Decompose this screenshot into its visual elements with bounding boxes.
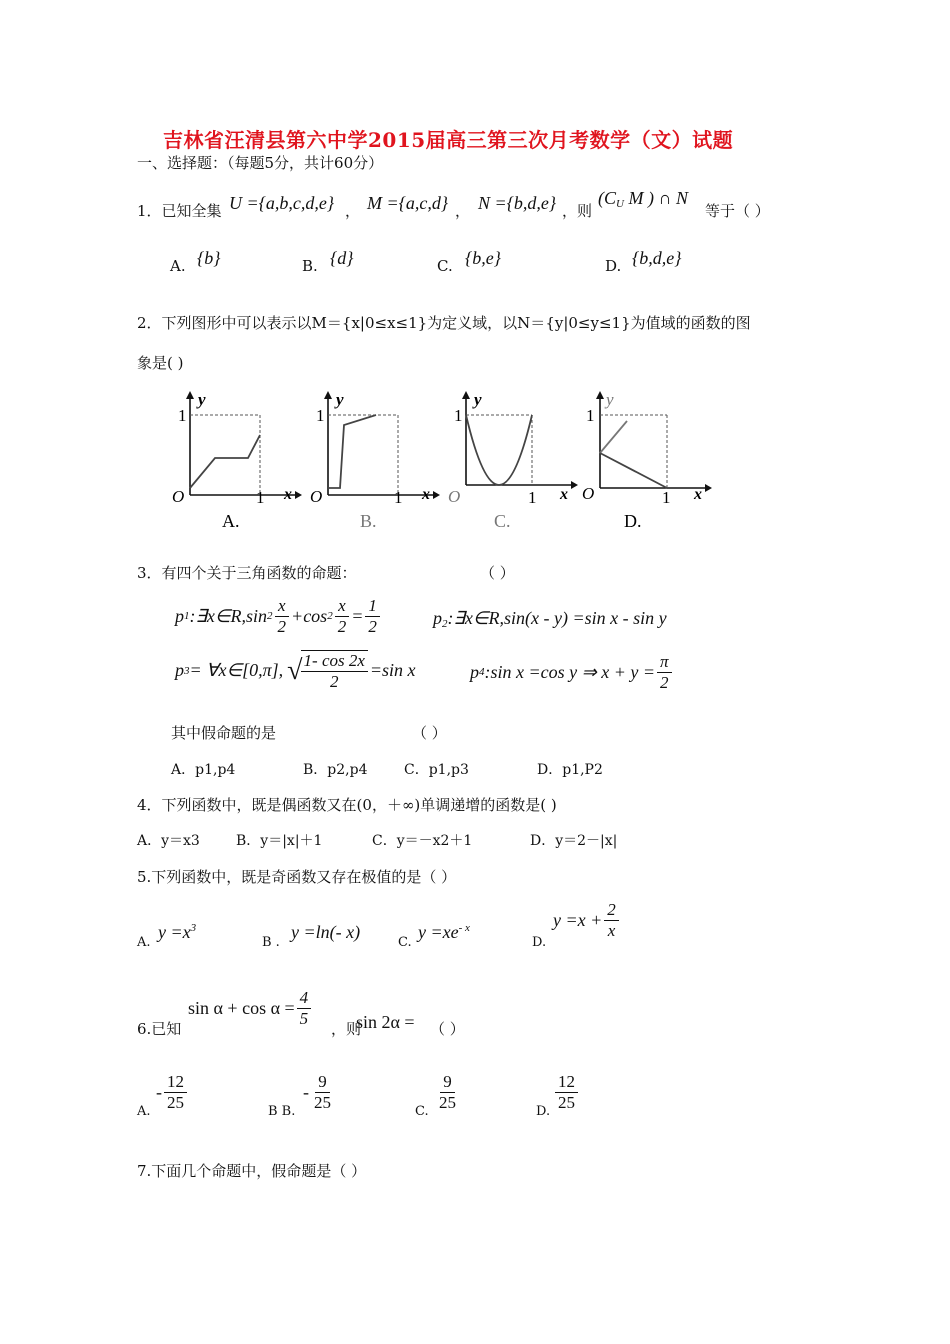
q3-paren: （ ） bbox=[480, 564, 515, 582]
q1-option-c-label: C. bbox=[437, 257, 453, 275]
q1-expression: ($C_U$ M ) ∩ N bbox=[598, 188, 688, 210]
q6-prefix: 6.已知 bbox=[137, 1020, 182, 1038]
q1-option-b: {d} bbox=[330, 248, 354, 268]
page-title: 吉林省汪清县第六中学2015届高三第三次月考数学（文）试题 bbox=[163, 128, 734, 152]
svg-text:1: 1 bbox=[394, 488, 403, 507]
q6-given: sin α + cos α = $\frac{4}{5}$ bbox=[188, 988, 313, 1028]
svg-text:x: x bbox=[422, 486, 430, 503]
q3-proposition-p2: $p_2:\exists x\in R,\sin(x - y) =\sin$ x - sin y bbox=[433, 608, 667, 630]
q5-stem: 5.下列函数中，既是奇函数又存在极值的是（ ） bbox=[137, 868, 457, 886]
q3-proposition-p4: p 4 :sin x =cos y ⇒ x + y = $\frac{\pi}{2}$ bbox=[470, 652, 674, 692]
q6-option-d: $\frac{12}{25}$ bbox=[553, 1072, 580, 1112]
q5-option-b-label: B . bbox=[262, 935, 280, 950]
graph-c-caption: C. bbox=[494, 511, 511, 531]
q1-set-n: N ={b,d,e} bbox=[478, 193, 557, 213]
q6-then: ，则 bbox=[331, 1020, 362, 1038]
q1-option-d: {b,d,e} bbox=[632, 248, 682, 268]
q5-option-c: $y =xe^{- x}$ bbox=[418, 922, 470, 942]
q3-which-paren: （ ） bbox=[412, 724, 447, 742]
q3-proposition-p1: p 1 :∃x∈R,sin 2 $\frac{x}{2}$ +cos 2 $\frac{x}{2}$ = $\frac{1}{2}$ bbox=[175, 596, 382, 636]
q5-option-c-label: C. bbox=[398, 935, 412, 950]
svg-text:y: y bbox=[474, 390, 482, 409]
graph-d-caption: D. bbox=[624, 511, 642, 531]
svg-text:x: x bbox=[560, 486, 568, 503]
section-heading: 一、选择题：（每题5分，共计60分） bbox=[137, 154, 384, 172]
graph-a-caption: A. bbox=[222, 511, 240, 531]
q7-stem: 7.下面几个命题中，假命题是（ ） bbox=[137, 1162, 367, 1180]
q2-stem-line2: 象是( ) bbox=[137, 354, 184, 372]
q3-option-d: D．p1,P2 bbox=[537, 762, 603, 778]
q6-option-c-label: C. bbox=[415, 1104, 429, 1119]
svg-text:1: 1 bbox=[454, 406, 463, 425]
q6-option-c: $\frac{9}{25}$ bbox=[439, 1072, 456, 1112]
q1-comma: ， bbox=[455, 202, 471, 220]
q1-set-u: U ={a,b,c,d,e} bbox=[229, 193, 335, 213]
q3-option-c: C．p1,p3 bbox=[404, 762, 469, 778]
q4-option-c: C．y＝－x2＋1 bbox=[372, 833, 473, 849]
q3-which: 其中假命题的是 bbox=[171, 724, 277, 742]
q1-option-b-label: B. bbox=[302, 257, 318, 275]
q1-option-a: {b} bbox=[197, 248, 221, 268]
q2-graphs bbox=[160, 385, 720, 535]
q6-option-a: - $\frac{12}{25}$ bbox=[156, 1072, 189, 1112]
q1-tail: 等于（ ） bbox=[705, 202, 770, 220]
svg-text:1: 1 bbox=[662, 488, 671, 507]
svg-text:y: y bbox=[606, 390, 614, 409]
q3-stem: 3．有四个关于三角函数的命题： bbox=[137, 564, 357, 582]
svg-text:1: 1 bbox=[586, 406, 595, 425]
q6-option-a-label: A. bbox=[137, 1104, 151, 1119]
q4-option-a: A．y＝x3 bbox=[137, 833, 200, 849]
graph-b bbox=[310, 390, 440, 531]
q5-option-b: y =ln(- x) bbox=[291, 922, 361, 942]
q6-paren: （ ） bbox=[430, 1020, 465, 1038]
q6-find: sin 2α = bbox=[356, 1012, 415, 1032]
q6-option-b-label: B B. bbox=[268, 1104, 296, 1119]
q2-stem-line1: 2．下列图形中可以表示以M＝{x|0≤x≤1}为定义域，以N＝{y|0≤y≤1}为值域的函数的图 bbox=[137, 314, 751, 332]
q1-option-c: {b,e} bbox=[465, 248, 501, 268]
q5-option-a-label: A. bbox=[137, 935, 151, 950]
q4-option-d: D．y＝2－|x| bbox=[530, 833, 618, 849]
q5-option-a: $y =x^3$ bbox=[158, 922, 197, 942]
svg-text:O: O bbox=[448, 487, 461, 506]
graph-c bbox=[448, 390, 578, 531]
q4-stem: 4．下列函数中，既是偶函数又在(0，＋∞)单调递增的函数是( ) bbox=[137, 796, 557, 814]
q1-option-d-label: D. bbox=[605, 257, 622, 275]
q3-option-a: A．p1,p4 bbox=[171, 762, 236, 778]
q1-set-m: M ={a,c,d} bbox=[367, 193, 449, 213]
svg-text:x: x bbox=[284, 486, 292, 503]
svg-text:1: 1 bbox=[178, 406, 187, 425]
q1-then: ，则 bbox=[562, 202, 593, 220]
q3-proposition-p3: p 3 = ∀x∈[0,π], √ $\frac{1- \cos 2x}{2}$ =sin x bbox=[175, 651, 416, 691]
q5-option-d-label: D. bbox=[532, 935, 547, 950]
q5-option-d: y =x + $\frac{2}{x}$ bbox=[553, 900, 621, 940]
q4-option-b: B．y＝|x|＋1 bbox=[236, 833, 323, 849]
svg-text:1: 1 bbox=[256, 488, 265, 507]
q6-option-d-label: D. bbox=[536, 1104, 551, 1119]
svg-text:1: 1 bbox=[316, 406, 325, 425]
q1-comma: ， bbox=[345, 202, 361, 220]
graph-b-caption: B. bbox=[360, 511, 377, 531]
graph-a bbox=[172, 390, 302, 531]
svg-text:y: y bbox=[336, 390, 344, 409]
q1-option-a-label: A. bbox=[170, 257, 186, 275]
q3-option-b: B．p2,p4 bbox=[303, 762, 368, 778]
svg-text:x: x bbox=[694, 486, 702, 503]
svg-text:y: y bbox=[198, 390, 206, 409]
q6-option-b: - $\frac{9}{25}$ bbox=[303, 1072, 331, 1112]
svg-text:O: O bbox=[582, 484, 595, 503]
svg-text:O: O bbox=[310, 487, 323, 506]
graph-d bbox=[582, 390, 712, 531]
q1-prefix: 1．已知全集 bbox=[137, 202, 222, 220]
svg-text:1: 1 bbox=[528, 488, 537, 507]
svg-text:O: O bbox=[172, 487, 185, 506]
